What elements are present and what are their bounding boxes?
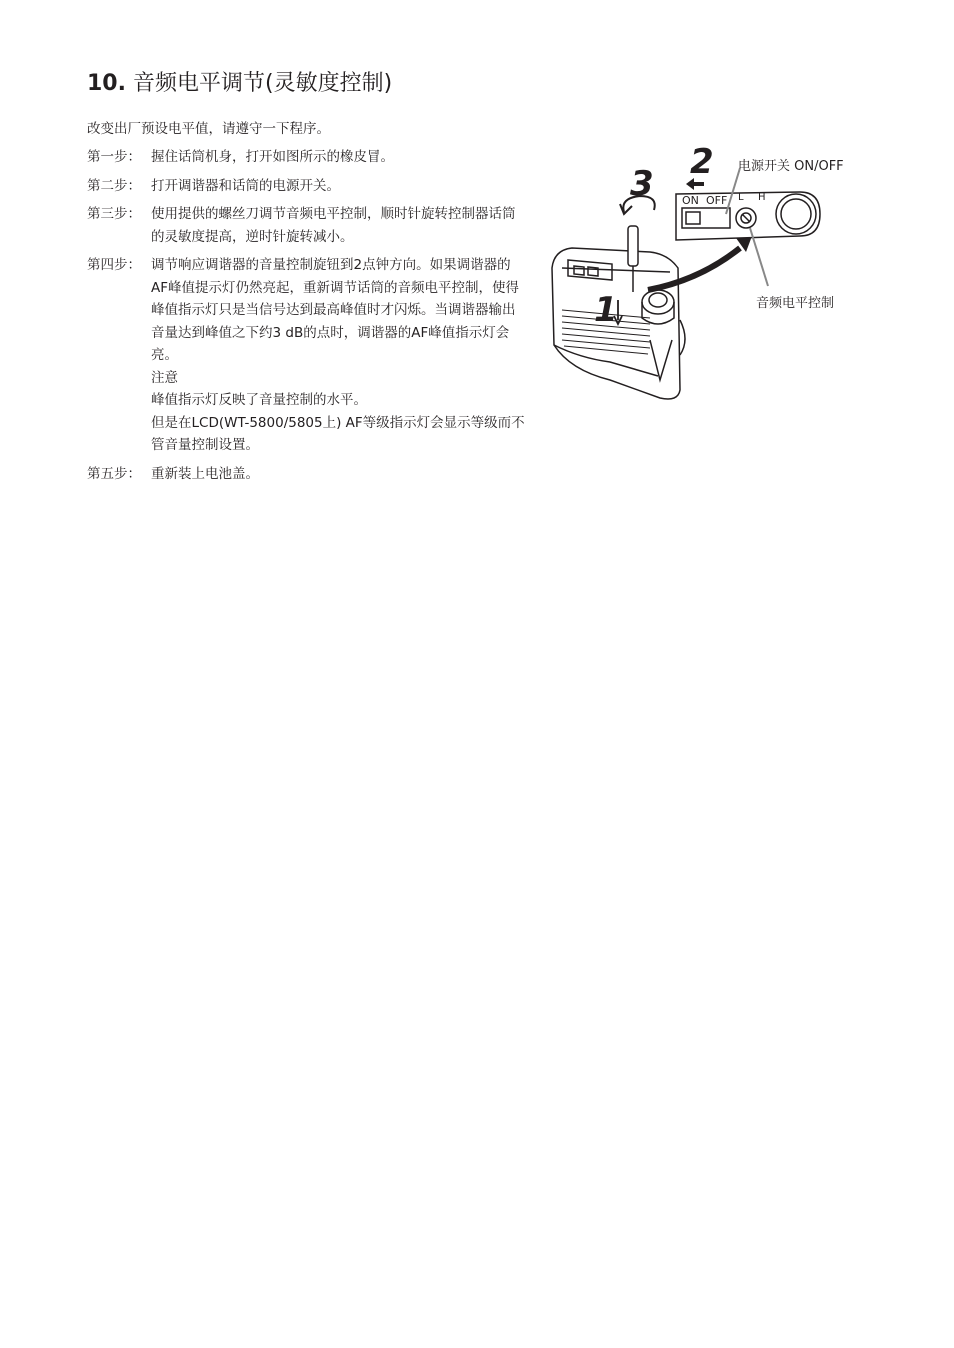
- step-label: 第五步：: [87, 465, 141, 482]
- step-text: 打开调谐器和话筒的电源开关。: [151, 177, 340, 194]
- step-label: 第二步：: [87, 177, 141, 194]
- step-number-2: 2: [690, 142, 714, 182]
- section-number: 10.: [87, 71, 126, 96]
- intro-text: 改变出厂预设电平值，请遵守一下程序。: [87, 121, 330, 137]
- level-low-label: L: [738, 192, 744, 203]
- step-number-1: 1: [594, 290, 618, 330]
- step-2: [87, 175, 527, 198]
- note-heading: 注意: [151, 369, 178, 386]
- power-switch-callout: 电源开关 ON/OFF: [738, 159, 844, 174]
- microphone-illustration: [540, 140, 870, 410]
- level-control-callout: 音频电平控制: [756, 296, 835, 311]
- step-4: [87, 254, 527, 457]
- level-high-label: H: [758, 192, 766, 203]
- note-text: 但是在LCD(WT-5800/5805上) AF等级指示灯会显示等级而不管音量控制设置。: [151, 414, 525, 453]
- step-text: 重新装上电池盖。: [151, 465, 259, 482]
- step-list: [87, 146, 527, 491]
- switch-on-label: ON: [682, 194, 699, 207]
- step-text: 使用提供的螺丝刀调节音频电平控制，顺时针旋转控制器话筒的灵敏度提高，逆时针旋转减小。: [151, 206, 516, 245]
- step-1: [87, 146, 527, 169]
- section-title: [87, 66, 392, 97]
- step-text: 握住话筒机身，打开如图所示的橡皮冒。: [151, 149, 394, 165]
- note-text: 峰值指示灯反映了音量控制的水平。: [151, 392, 367, 408]
- step-number-3: 3: [630, 164, 654, 204]
- step-3: [87, 203, 527, 248]
- step-label: 第一步：: [87, 149, 141, 165]
- step-label: 第三步：: [87, 206, 141, 222]
- switch-off-label: OFF: [706, 194, 728, 207]
- step-text: 调节响应调谐器的音量控制旋钮到2点钟方向。如果调谐器的AF峰值提示灯仍然亮起，重新调节话筒的音频电平控制，使得峰值指示灯只是当信号达到最高峰值时才闪烁。当调谐器输出音量达到峰值之下约3 dB的点时，调谐器的AF峰值指示灯会亮。: [151, 257, 519, 363]
- section-heading: 音频电平调节(灵敏度控制): [132, 71, 393, 96]
- step-label: 第四步：: [87, 257, 141, 273]
- step-5: [87, 463, 527, 486]
